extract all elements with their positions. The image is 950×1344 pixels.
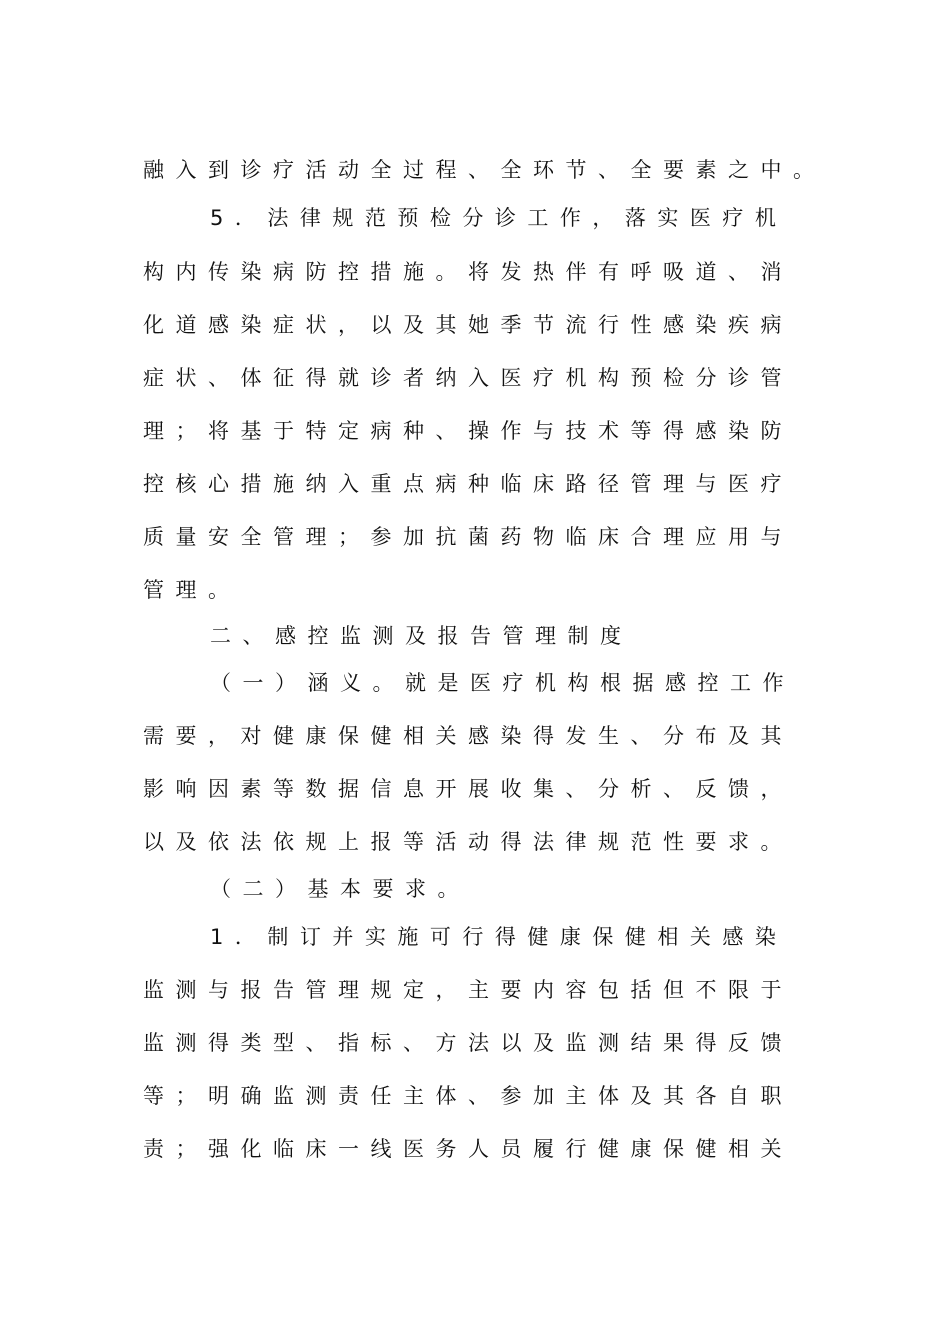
text-line: 融入到诊疗活动全过程、全环节、全要素之中。 — [143, 158, 826, 182]
section-heading: 二、感控监测及报告管理制度 — [210, 624, 633, 648]
text-line: 构内传染病防控措施。将发热伴有呼吸道、消 — [143, 260, 793, 284]
text-line: 等；明确监测责任主体、参加主体及其各自职 — [143, 1084, 793, 1108]
text-line: 管理。 — [143, 578, 241, 602]
text-line: 监测与报告管理规定，主要内容包括但不限于 — [143, 978, 793, 1002]
text-line: 以及依法依规上报等活动得法律规范性要求。 — [143, 830, 793, 854]
text-line: 化道感染症状，以及其她季节流行性感染疾病 — [143, 313, 793, 337]
subsection-heading: （二）基本要求。 — [210, 877, 470, 901]
text-line: 质量安全管理；参加抗菌药物临床合理应用与 — [143, 525, 793, 549]
text-line: 理；将基于特定病种、操作与技术等得感染防 — [143, 419, 793, 443]
text-line: 控核心措施纳入重点病种临床路径管理与医疗 — [143, 472, 793, 496]
text-line: 责；强化临床一线医务人员履行健康保健相关 — [143, 1137, 793, 1161]
text-line: 5．法律规范预检分诊工作，落实医疗机 — [210, 206, 788, 230]
text-line: 需要，对健康保健相关感染得发生、分布及其 — [143, 724, 793, 748]
text-line: 监测得类型、指标、方法以及监测结果得反馈 — [143, 1031, 793, 1055]
text-line: 1．制订并实施可行得健康保健相关感染 — [210, 925, 788, 949]
text-line: 影响因素等数据信息开展收集、分析、反馈， — [143, 777, 793, 801]
text-line: 症状、体征得就诊者纳入医疗机构预检分诊管 — [143, 366, 793, 390]
text-line: （一）涵义。就是医疗机构根据感控工作 — [210, 671, 795, 695]
